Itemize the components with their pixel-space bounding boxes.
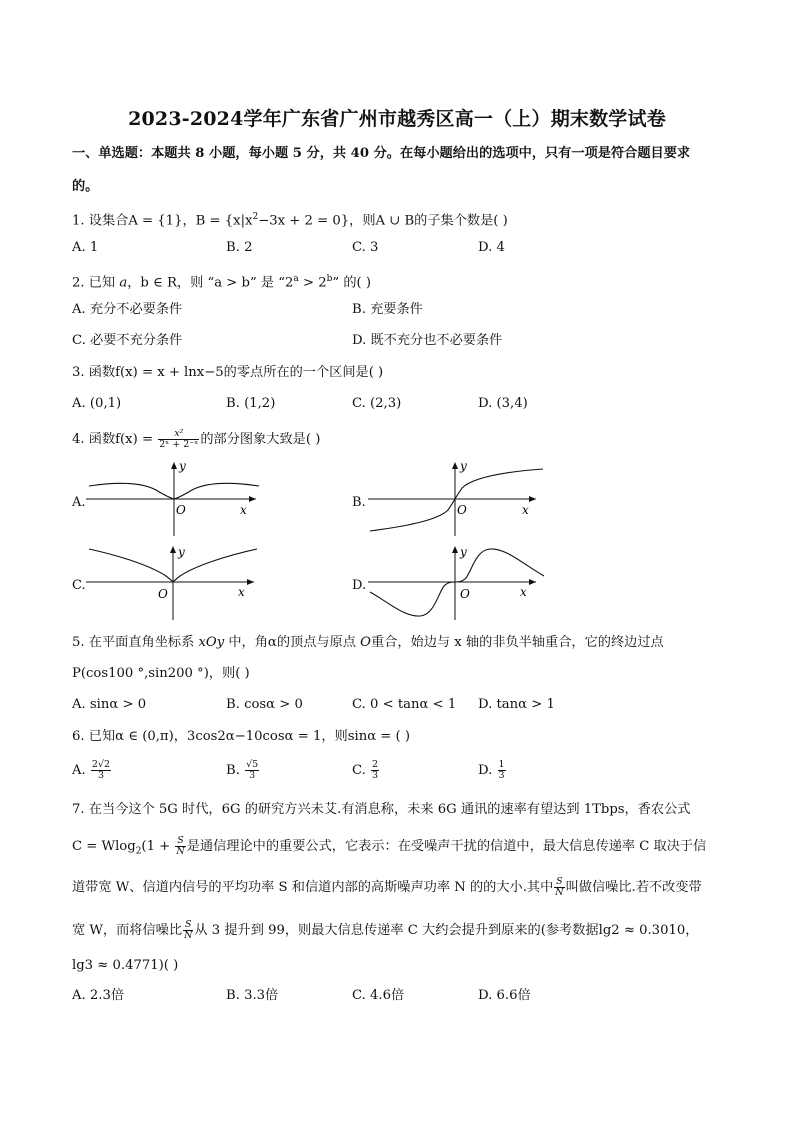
graph-d-y-arrow	[452, 546, 458, 553]
exam-title: 2023-2024学年广东省广州市越秀区高一（上）期末数学试卷	[128, 108, 666, 130]
q4-text-pre: 4. 函数f(x) =	[72, 432, 158, 447]
graph-b-origin: O	[457, 503, 467, 517]
q2-text-post: ” 的( )	[332, 275, 371, 291]
q7-line2-pre: C = Wlog	[72, 839, 136, 854]
graph-a-y-arrow	[171, 462, 177, 469]
q3-option-d[interactable]: D. (3,4)	[478, 396, 528, 411]
graph-a-x-arrow	[249, 496, 256, 502]
q6-option-b-label: B.	[226, 763, 240, 778]
q1-text-post: −3x + 2 = 0}，则A ∪ B的子集个数是( )	[258, 213, 508, 229]
graph-b-y-label: y	[460, 459, 467, 473]
q4-frac-num: x²	[158, 429, 199, 440]
q3-option-b[interactable]: B. (1,2)	[226, 396, 276, 411]
q6-option-d[interactable]	[478, 760, 507, 781]
graph-a-origin: O	[176, 503, 186, 517]
q7-log-base: 2	[135, 846, 142, 857]
graph-c-x-arrow	[247, 579, 254, 585]
question-6: 6. 已知α ∈ (0,π)，3cos2α−10cosα = 1，则sinα = ( )	[72, 729, 411, 744]
q4-text-post: 的部分图象大致是( )	[200, 432, 321, 447]
q5-option-a[interactable]: A. sinα > 0	[72, 697, 147, 712]
q2-option-c[interactable]: C. 必要不充分条件	[72, 333, 183, 348]
graph-d-label[interactable]: D.	[352, 578, 367, 593]
q7-snr-fraction-1	[175, 836, 185, 857]
q2-text-pre: 2. 已知	[72, 275, 120, 291]
graph-b-curve	[370, 469, 543, 531]
q7-snr-fraction-2	[554, 877, 564, 898]
question-7-line-2	[72, 836, 706, 862]
q7-option-a[interactable]: A. 2.3倍	[72, 988, 125, 1003]
q7-option-c[interactable]: C. 4.6倍	[352, 988, 405, 1003]
q7-frac1-den: N	[176, 846, 185, 857]
q2-sup-b: b	[326, 274, 333, 284]
q6-c-den: 3	[372, 770, 379, 781]
q7-snr-fraction-3	[183, 920, 193, 941]
q3-option-a[interactable]: A. (0,1)	[72, 396, 122, 411]
q3-option-c[interactable]: C. (2,3)	[352, 396, 402, 411]
question-5-line-2: P(cos100 °,sin200 °)，则( )	[72, 666, 250, 681]
graph-d[interactable]	[368, 542, 548, 622]
q5-option-d[interactable]: D. tanα > 1	[478, 697, 555, 712]
graph-d-x-label: x	[520, 585, 527, 599]
graph-c-y-arrow	[170, 546, 176, 553]
q5-text-mid: 中，角α的顶点与原点	[224, 635, 361, 650]
q6-option-a[interactable]	[72, 760, 112, 781]
q6-b-den: 3	[249, 770, 256, 781]
section-heading-line-1: 一、单选题：本题共 8 小题，每小题 5 分，共 40 分。在每小题给出的选项中，只有一项是符合题目要求	[72, 146, 691, 161]
q6-option-b-fraction	[245, 760, 259, 781]
graph-b-x-arrow	[529, 496, 536, 502]
q2-text-mid2: > 2	[298, 275, 327, 291]
q2-sup-a: a	[293, 274, 299, 284]
q2-text-mid: ，b ∈ R，则 “a > b” 是 “2	[127, 275, 294, 291]
graph-d-x-arrow	[529, 579, 536, 585]
question-7-line-5: lg3 ≈ 0.4771)( )	[72, 958, 179, 973]
question-2	[72, 269, 371, 293]
q6-d-num: 1	[498, 759, 505, 770]
graph-c-origin: O	[158, 587, 168, 601]
q2-option-b[interactable]: B. 充要条件	[352, 302, 423, 317]
q1-option-c[interactable]: C. 3	[352, 240, 379, 255]
q6-a-num: 2√2	[91, 759, 111, 770]
question-7-line-1: 7. 在当今这个 5G 时代，6G 的研究方兴未艾.有消息称，未来 6G 通讯的速率有望达到 1Tbps，香农公式	[72, 802, 691, 817]
q5-text-pre: 5. 在平面直角坐标系	[72, 635, 199, 650]
question-7-line-3	[72, 877, 702, 898]
q1-sup: 2	[252, 212, 259, 222]
q7-frac1-num: S	[177, 835, 184, 846]
graph-b[interactable]	[368, 458, 548, 538]
q6-option-d-fraction	[498, 760, 506, 781]
graph-d-curve	[370, 549, 544, 616]
question-4	[72, 429, 320, 450]
q4-fraction	[158, 429, 199, 450]
q5-o: O	[360, 635, 371, 650]
graph-b-y-arrow	[452, 462, 458, 469]
q5-xoy: xOy	[198, 635, 225, 650]
graph-a-label[interactable]: A.	[72, 495, 86, 510]
q7-line2-post: 是通信理论中的重要公式，它表示：在受噪声干扰的信道中，最大信息传递率 C 取决于信	[186, 839, 707, 854]
q7-option-d[interactable]: D. 6.6倍	[478, 988, 531, 1003]
q2-option-d[interactable]: D. 既不充分也不必要条件	[352, 333, 503, 348]
q6-option-b[interactable]	[226, 760, 260, 781]
graph-b-label[interactable]: B.	[352, 495, 366, 510]
q2-var-a: a	[119, 275, 128, 291]
graph-a[interactable]	[86, 458, 266, 538]
question-7-line-4	[72, 920, 698, 941]
q6-a-den: 3	[97, 770, 105, 781]
q5-option-b[interactable]: B. cosα > 0	[226, 697, 303, 712]
q7-frac2-num: S	[556, 876, 563, 887]
graph-a-x-label: x	[240, 503, 247, 517]
q1-option-b[interactable]: B. 2	[226, 240, 253, 255]
q5-option-c[interactable]: C. 0 < tanα < 1	[352, 697, 457, 712]
graph-c-label[interactable]: C.	[72, 578, 86, 593]
graph-b-x-label: x	[522, 503, 529, 517]
section-heading-line-2: 的。	[72, 179, 99, 194]
q7-line4-post: 从 3 提升到 99，则最大信息传递率 C 大约会提升到原来的(参考数据lg2 ≈ 0.3010，	[194, 923, 699, 938]
q6-option-c[interactable]	[352, 760, 380, 781]
q6-b-num: √5	[246, 759, 259, 770]
q1-option-d[interactable]: D. 4	[478, 240, 505, 255]
q1-option-a[interactable]: A. 1	[72, 240, 99, 255]
q2-option-a[interactable]: A. 充分不必要条件	[72, 302, 183, 317]
graph-d-y-label: y	[460, 545, 467, 559]
q7-frac3-den: N	[184, 930, 193, 941]
q7-line4-pre: 宽 W，而将信噪比	[72, 923, 183, 938]
q1-text-pre: 1. 设集合A = {1}，B = {x|x	[72, 213, 253, 229]
q7-frac3-num: S	[184, 919, 192, 930]
q7-frac2-den: N	[555, 887, 564, 898]
question-5-line-1	[72, 633, 664, 653]
q6-option-a-fraction	[91, 760, 111, 781]
q6-option-c-fraction	[371, 760, 379, 781]
q5-text-post: 重合，始边与 x 轴的非负半轴重合，它的终边过点	[370, 635, 664, 650]
q7-line3-pre: 道带宽 W、信道内信号的平均功率 S 和信道内部的高斯噪声功率 N 的的大小.其中	[72, 880, 554, 895]
q6-option-a-label: A.	[72, 763, 86, 778]
q7-line3-post: 叫做信噪比.若不改变带	[565, 880, 702, 895]
graph-d-origin: O	[460, 587, 470, 601]
question-1	[72, 207, 508, 231]
graph-a-y-label: y	[179, 459, 186, 473]
q7-line2-mid: (1 +	[141, 839, 175, 854]
q4-frac-den: 2ˣ + 2⁻ˣ	[159, 439, 199, 450]
question-3: 3. 函数f(x) = x + lnx−5的零点所在的一个区间是( )	[72, 365, 384, 380]
q6-d-den: 3	[498, 770, 505, 781]
q6-option-d-label: D.	[478, 763, 493, 778]
graph-c[interactable]	[86, 542, 266, 622]
q6-c-num: 2	[372, 759, 379, 770]
q7-option-b[interactable]: B. 3.3倍	[226, 988, 279, 1003]
graph-c-x-label: x	[238, 585, 245, 599]
graph-c-y-label: y	[178, 545, 185, 559]
q6-option-c-label: C.	[352, 763, 366, 778]
